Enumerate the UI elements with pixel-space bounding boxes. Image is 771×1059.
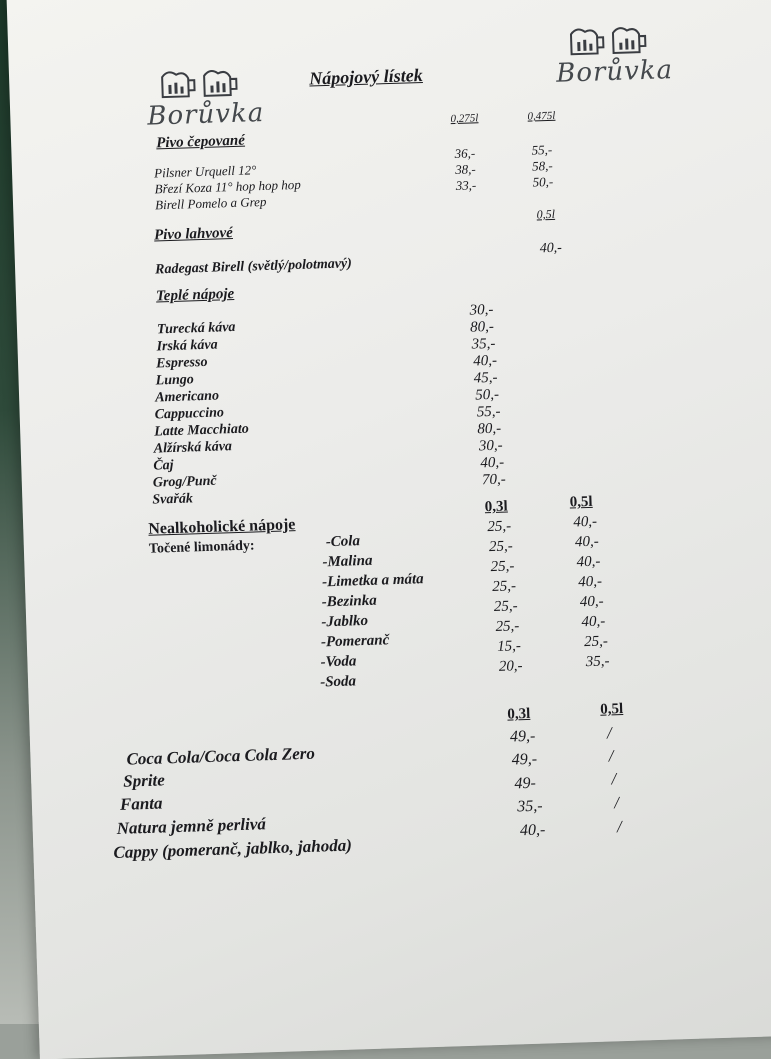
column-header-small: 0,3l: [484, 498, 508, 516]
menu-item-price: 49-: [514, 774, 537, 793]
section-heading-soft-drinks: Nealkoholické nápoje: [148, 516, 296, 538]
beer-mugs-icon: [563, 22, 654, 59]
menu-item-name: Espresso: [155, 354, 208, 372]
subheading-draft-lemonades: Točené limonády:: [148, 538, 255, 557]
menu-item-price: /: [611, 769, 617, 789]
menu-sheet: [6, 0, 771, 1059]
menu-item-name: -Voda: [320, 653, 357, 671]
menu-item-price: 30,-: [469, 301, 494, 319]
menu-item-name: Svařák: [152, 491, 194, 508]
menu-item-price: 35,-: [516, 797, 543, 816]
section-heading-hot-drinks: Teplé nápoje: [155, 285, 235, 305]
menu-item-name: Coca Cola/Coca Cola Zero: [126, 743, 316, 769]
section-heading-bottled-beer: Pivo lahvové: [153, 225, 234, 244]
menu-item-price: /: [606, 723, 612, 743]
menu-item-price: /: [616, 817, 622, 837]
menu-item-price: 20,-: [498, 658, 523, 675]
menu-item-price: 49,-: [509, 727, 536, 746]
menu-item-name: Lungo: [155, 372, 195, 389]
menu-item-name: Sprite: [122, 770, 166, 791]
menu-item-price: 40,-: [574, 533, 599, 551]
menu-item-price: 25,-: [583, 633, 609, 651]
menu-item-name: -Soda: [319, 673, 357, 691]
menu-item-price: /: [613, 793, 620, 813]
menu-item-price: 40,-: [480, 454, 505, 472]
menu-item-price: 25,-: [493, 598, 518, 615]
menu-item-name: -Cola: [325, 533, 361, 551]
menu-item-price: 25,-: [488, 538, 514, 556]
menu-item-price: 40,-: [579, 593, 604, 611]
menu-item-price: 38,-: [454, 161, 476, 177]
menu-item-name: Cappy (pomeranč, jablko, jahoda): [113, 835, 353, 863]
menu-item-price: 30,-: [478, 437, 503, 455]
column-header-large: 0,5l: [599, 700, 624, 718]
brand-logo-right: Borůvka: [555, 55, 674, 89]
column-header-small: 0,275l: [450, 112, 479, 126]
menu-item-price: 36,-: [454, 145, 476, 161]
menu-item-price: 70,-: [481, 471, 506, 489]
menu-item-price: 40,-: [577, 573, 603, 591]
menu-item-name: Birell Pomelo a Grep: [154, 193, 267, 213]
page-title: Nápojový lístek: [308, 64, 423, 89]
menu-item-name: Turecká káva: [156, 319, 236, 338]
menu-item-price: 50,-: [475, 386, 500, 404]
menu-item-name: Americano: [154, 388, 220, 406]
menu-item-price: 49,-: [511, 750, 538, 769]
menu-item-name: Natura jemně perlivá: [116, 814, 267, 838]
menu-item-name: Cappuccino: [154, 405, 225, 423]
menu-item-price: 55,-: [476, 403, 501, 421]
menu-item-price: 40,-: [472, 352, 498, 370]
section-heading-draft-beer: Pivo čepované: [155, 132, 246, 152]
menu-item-price: 45,-: [473, 369, 498, 387]
menu-item-price: 25,-: [495, 618, 520, 635]
menu-item-price: 40,-: [573, 513, 598, 531]
menu-item-price: 40,-: [581, 613, 606, 631]
menu-item-price: 55,-: [531, 141, 553, 158]
menu-item-name: Fanta: [119, 793, 163, 814]
menu-item-price: 80,-: [469, 318, 495, 336]
menu-item-price: 15,-: [496, 638, 522, 655]
menu-item-name: Čaj: [153, 457, 174, 474]
column-header-small: 0,3l: [507, 705, 531, 723]
menu-item-name: Grog/Punč: [152, 473, 217, 491]
menu-item-name: Alžírská káva: [153, 439, 233, 457]
menu-item-name: Irská káva: [156, 337, 218, 355]
menu-item-price: 25,-: [492, 578, 517, 596]
beer-mugs-icon: [154, 65, 245, 102]
menu-item-name: Pilsner Urquell 12°: [153, 162, 257, 181]
menu-item-price: 35,-: [585, 653, 610, 671]
menu-item-name: -Pomeranč: [320, 632, 390, 651]
column-header-large: 0,475l: [527, 109, 556, 123]
menu-item-price: 58,-: [531, 157, 553, 174]
menu-item-price: 50,-: [532, 173, 554, 190]
menu-item-name: -Jablko: [321, 612, 369, 631]
column-header-large: 0,5l: [569, 493, 593, 511]
menu-item-price: 33,-: [455, 177, 477, 193]
menu-item-price: 80,-: [477, 420, 502, 438]
column-header-bottle: 0,5l: [536, 206, 556, 222]
menu-item-name: -Limetka a máta: [321, 571, 424, 591]
menu-item-price: 40,-: [519, 821, 546, 840]
menu-item-price: 40,-: [539, 240, 563, 257]
menu-item-name: -Bezinka: [321, 592, 377, 611]
menu-item-price: 35,-: [471, 335, 496, 353]
brand-logo-left: Borůvka: [146, 97, 265, 132]
menu-item-price: 40,-: [576, 553, 601, 571]
menu-item-price: 25,-: [487, 518, 512, 536]
menu-item-price: /: [608, 746, 614, 766]
menu-item-name: -Malina: [322, 552, 373, 571]
menu-item-name: Radegast Birell (světlý/polotmavý): [154, 256, 353, 278]
menu-item-name: Latte Macchiato: [154, 421, 249, 440]
menu-item-price: 25,-: [490, 558, 515, 576]
menu-item-name: Březí Koza 11° hop hop hop: [154, 176, 301, 197]
